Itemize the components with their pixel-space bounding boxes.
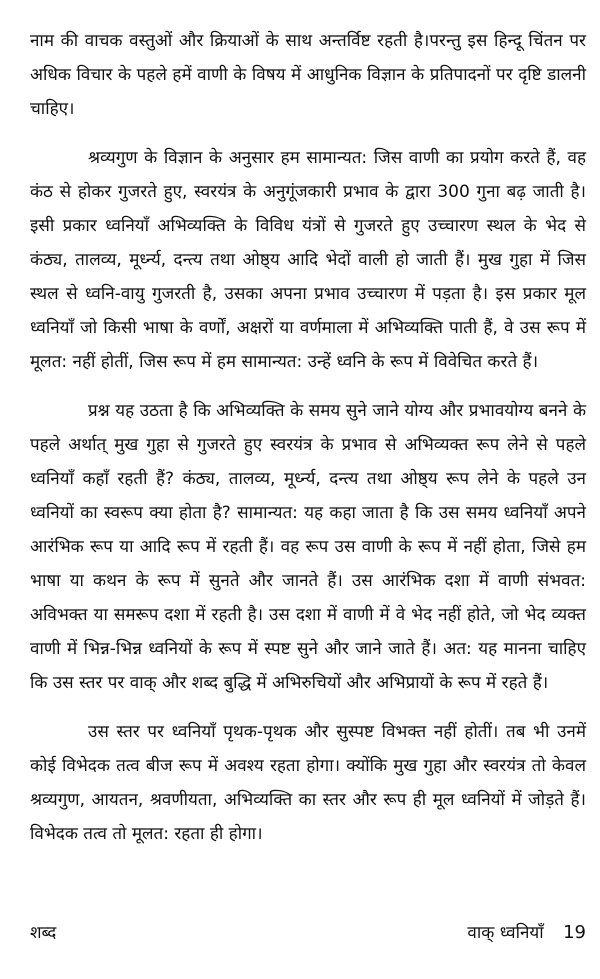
footer-book-title: शब्द <box>30 923 57 943</box>
footer-chapter-title: वाक् ध्वनियाँ <box>467 923 544 943</box>
paragraph-question: प्रश्न यह उठता है कि अभिव्यक्ति के समय सुने जाने योग्य और प्रभावयोग्य बनने के पहले अर्थात् मुख गुहा से गुजरते हुए स्वरयंत्र के प्रभाव से अभिव्यक्त रूप लेने से पहले ध्वनियाँ कहाँ रहती हैं? कंठ्य, तालव्य, मूर्ध्न्य, दन्त्य तथा ओष्ठ्य रूप लेने के पहले उन ध्वनियों का स्वरूप क्या होता है? सामान्यत: यह कहा जाता है कि उस समय ध्वनियाँ अपने आरंभिक रूप या आदि रूप में रहती हैं। वह रूप उस वाणी के रूप में नहीं होता, जिसे हम भाषा या कथन के रूप में सुनते और जानते हैं। उस आरंभिक दशा में वाणी संभवत: अविभक्त या समरूप दशा में रहती है। उस दशा में वाणी में वे भेद नहीं होते, जो भेद व्यक्त वाणी में भिन्न-भिन्न ध्वनियों के रूप में स्पष्ट सुने और जाने जाते हैं। अत: यह मानना चाहिए कि उस स्तर पर वाक् और शब्द बुद्धि में अभिरुचियों और अभिप्रायों के रूप में रहते हैं। <box>30 401 586 693</box>
paragraph-acoustics: श्रव्यगुण के विज्ञान के अनुसार हम सामान्यत: जिस वाणी का प्रयोग करते हैं, वह कंठ से होकर गुजरते हुए, स्वरयंत्र के अनुगूंजकारी प्रभाव के द्वारा 300 गुना बढ़ जाती है। इसी प्रकार ध्वनियाँ अभिव्यक्ति के विविध यंत्रों से गुजरते हुए उच्चारण स्थल के भेद से कंठ्य, तालव्य, मूर्ध्न्य, दन्त्य तथा ओष्ठ्य आदि भेदों वाली हो जाती हैं। मुख गुहा में जिस स्थल से ध्वनि-वायु गुजरती है, उसका अपना प्रभाव उच्चारण में पड़ता है। इस प्रकार मूल ध्वनियाँ जो किसी भाषा के वर्णों, अक्षरों या वर्णमाला में अभिव्यक्ति पाती हैं, वे उस रूप में मूलत: नहीं होतीं, जिस रूप में हम सामान्यत: उन्हें ध्वनि के रूप में विवेचित करते हैं। <box>30 148 586 372</box>
page-number: 19 <box>563 922 586 943</box>
body-text <box>30 24 586 851</box>
paragraph-continuation: नाम की वाचक वस्तुओं और क्रियाओं के साथ अन्तर्विष्ट रहती है।परन्तु इस हिन्दू चिंतन पर अधिक विचार के पहले हमें वाणी के विषय में आधुनिक विज्ञान के प्रतिपादनों पर दृष्टि डालनी चाहिए। <box>30 31 586 119</box>
footer-right-group <box>467 916 586 950</box>
page-footer <box>30 916 586 950</box>
paragraph-differentiator: उस स्तर पर ध्वनियाँ पृथक-पृथक और सुस्पष्ट विभक्त नहीं होतीं। तब भी उनमें कोई विभेदक तत्व बीज रूप में अवश्य रहता होगा। क्योंकि मुख गुहा और स्वरयंत्र तो केवल श्रव्यगुण, आयतन, श्रवणीयता, अभिव्यक्ति का स्तर और रूप ही मूल ध्वनियों में जोड़ते हैं। विभेदक तत्व तो मूलत: रहता ही होगा। <box>30 722 586 844</box>
